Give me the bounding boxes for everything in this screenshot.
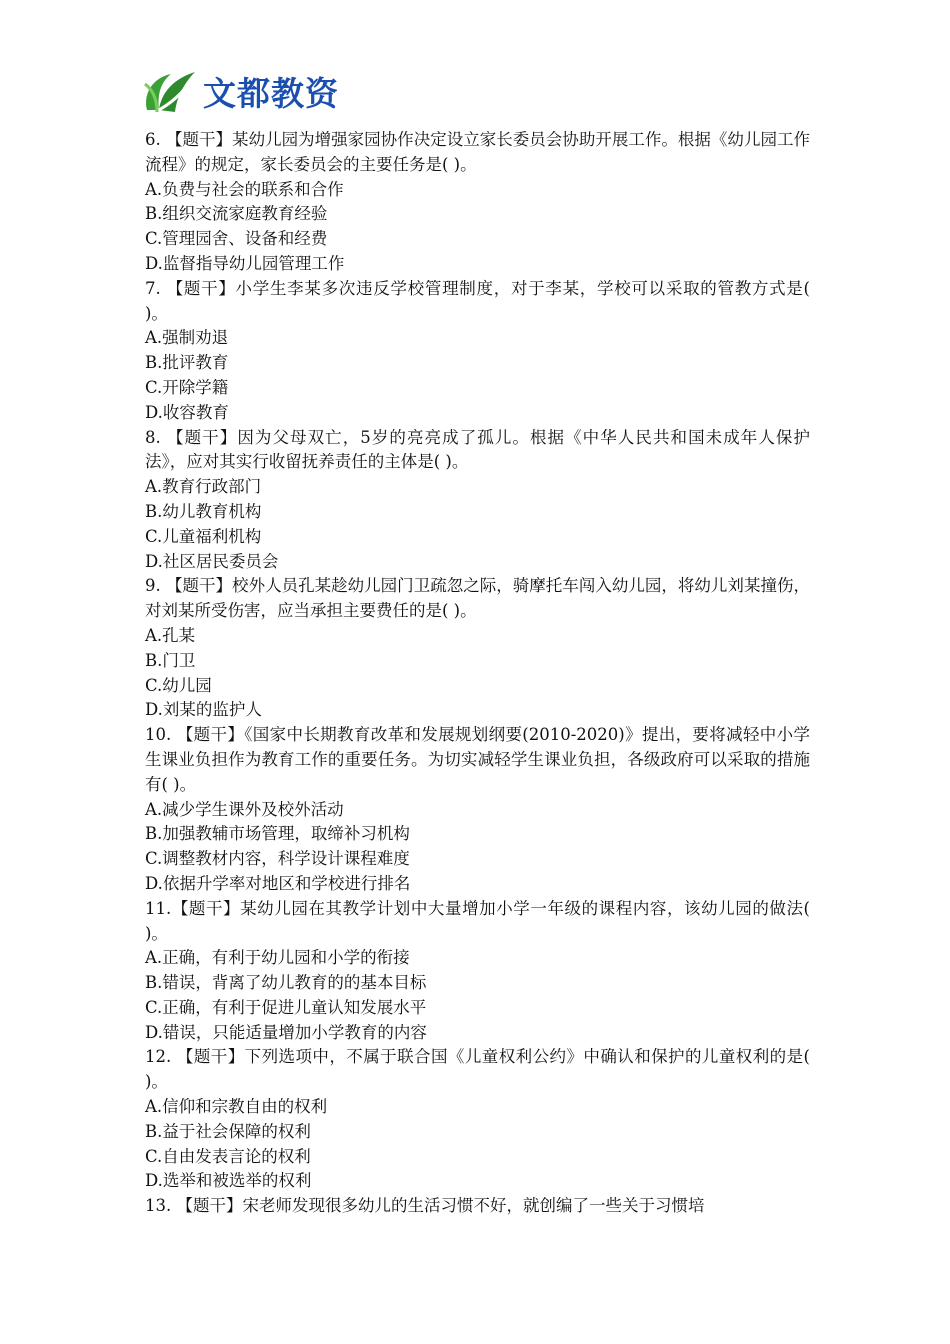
question-block — [145, 897, 810, 1046]
answer-option: A.信仰和宗教自由的权利 — [145, 1097, 328, 1117]
answer-option: D.选举和被选举的权利 — [145, 1171, 312, 1191]
answer-option: D.监督指导幼儿园管理工作 — [145, 253, 345, 273]
question-block — [145, 1045, 810, 1194]
question-list — [145, 128, 810, 1219]
question-stem: 6. 【题干】某幼儿园为增强家园协作决定设立家长委员会协助开展工作。根据《幼儿园工作流程》的规定，家长委员会的主要任务是( )。 — [145, 130, 810, 174]
answer-option: A.孔某 — [145, 625, 196, 645]
answer-option: C.开除学籍 — [145, 377, 229, 397]
question-block — [145, 426, 810, 575]
answer-option: C.正确，有利于促进儿童认知发展水平 — [145, 997, 427, 1017]
answer-option: A.正确，有利于幼儿园和小学的衔接 — [145, 948, 410, 968]
answer-option: B.批评教育 — [145, 353, 229, 373]
answer-option: B.组织交流家庭教育经验 — [145, 204, 328, 224]
question-stem: 8. 【题干】因为父母双亡，5岁的亮亮成了孤儿。根据《中华人民共和国未成年人保护法》，应对其实行收留抚养责任的主体是( )。 — [145, 427, 810, 472]
wendu-leaf-logo-icon — [141, 66, 197, 116]
question-block — [145, 723, 810, 897]
answer-option: C.自由发表言论的权利 — [145, 1146, 311, 1166]
logo-text: 文都教资 — [203, 73, 339, 113]
answer-option: B.错误，背离了幼儿教育的的基本目标 — [145, 973, 427, 993]
answer-option: A.强制劝退 — [145, 328, 229, 348]
question-block — [145, 574, 810, 723]
question-stem: 13. 【题干】宋老师发现很多幼儿的生活习惯不好，就创编了一些关于习惯培 — [145, 1196, 705, 1216]
answer-option: B.益于社会保障的权利 — [145, 1121, 311, 1141]
question-stem: 10. 【题干】《国家中长期教育改革和发展规划纲要(2010-2020)》提出，要将减轻中小学生课业负担作为教育工作的重要任务。为切实减轻学生课业负担，各级政府可以采取的措施有( )。 — [145, 725, 810, 794]
answer-option: B.加强教辅市场管理，取缔补习机构 — [145, 824, 410, 844]
answer-option: D.社区居民委员会 — [145, 551, 279, 571]
answer-option: C.幼儿园 — [145, 675, 212, 695]
answer-option: D.依据升学率对地区和学校进行排名 — [145, 873, 411, 893]
question-stem: 9. 【题干】校外人员孔某趁幼儿园门卫疏忽之际，骑摩托车闯入幼儿园，将幼儿刘某撞伤，对刘某所受伤害，应当承担主要费任的是( )。 — [145, 576, 810, 621]
question-block — [145, 1194, 810, 1219]
answer-option: D.错误，只能适量增加小学教育的内容 — [145, 1022, 427, 1042]
answer-option: C.调整教材内容，科学设计课程难度 — [145, 849, 410, 869]
answer-option: C.儿童福利机构 — [145, 526, 262, 546]
question-stem: 11.【题干】某幼儿园在其教学计划中大量增加小学一年级的课程内容，该幼儿园的做法( )。 — [145, 898, 810, 943]
answer-option: C.管理园舍、设备和经费 — [145, 229, 328, 249]
logo — [141, 66, 339, 116]
answer-option: A.教育行政部门 — [145, 477, 262, 497]
question-block — [145, 277, 810, 426]
question-stem: 12. 【题干】下列选项中，不属于联合国《儿童权利公约》中确认和保护的儿童权利的是( )。 — [145, 1047, 810, 1092]
answer-option: B.幼儿教育机构 — [145, 501, 262, 521]
answer-option: A.负费与社会的联系和合作 — [145, 179, 344, 199]
answer-option: D.收容教育 — [145, 402, 229, 422]
question-stem: 7. 【题干】小学生李某多次违反学校管理制度，对于李某，学校可以采取的管教方式是( )。 — [145, 278, 810, 323]
answer-option: A.减少学生课外及校外活动 — [145, 799, 344, 819]
question-block — [145, 128, 810, 277]
answer-option: B.门卫 — [145, 650, 196, 670]
answer-option: D.刘某的监护人 — [145, 700, 262, 720]
